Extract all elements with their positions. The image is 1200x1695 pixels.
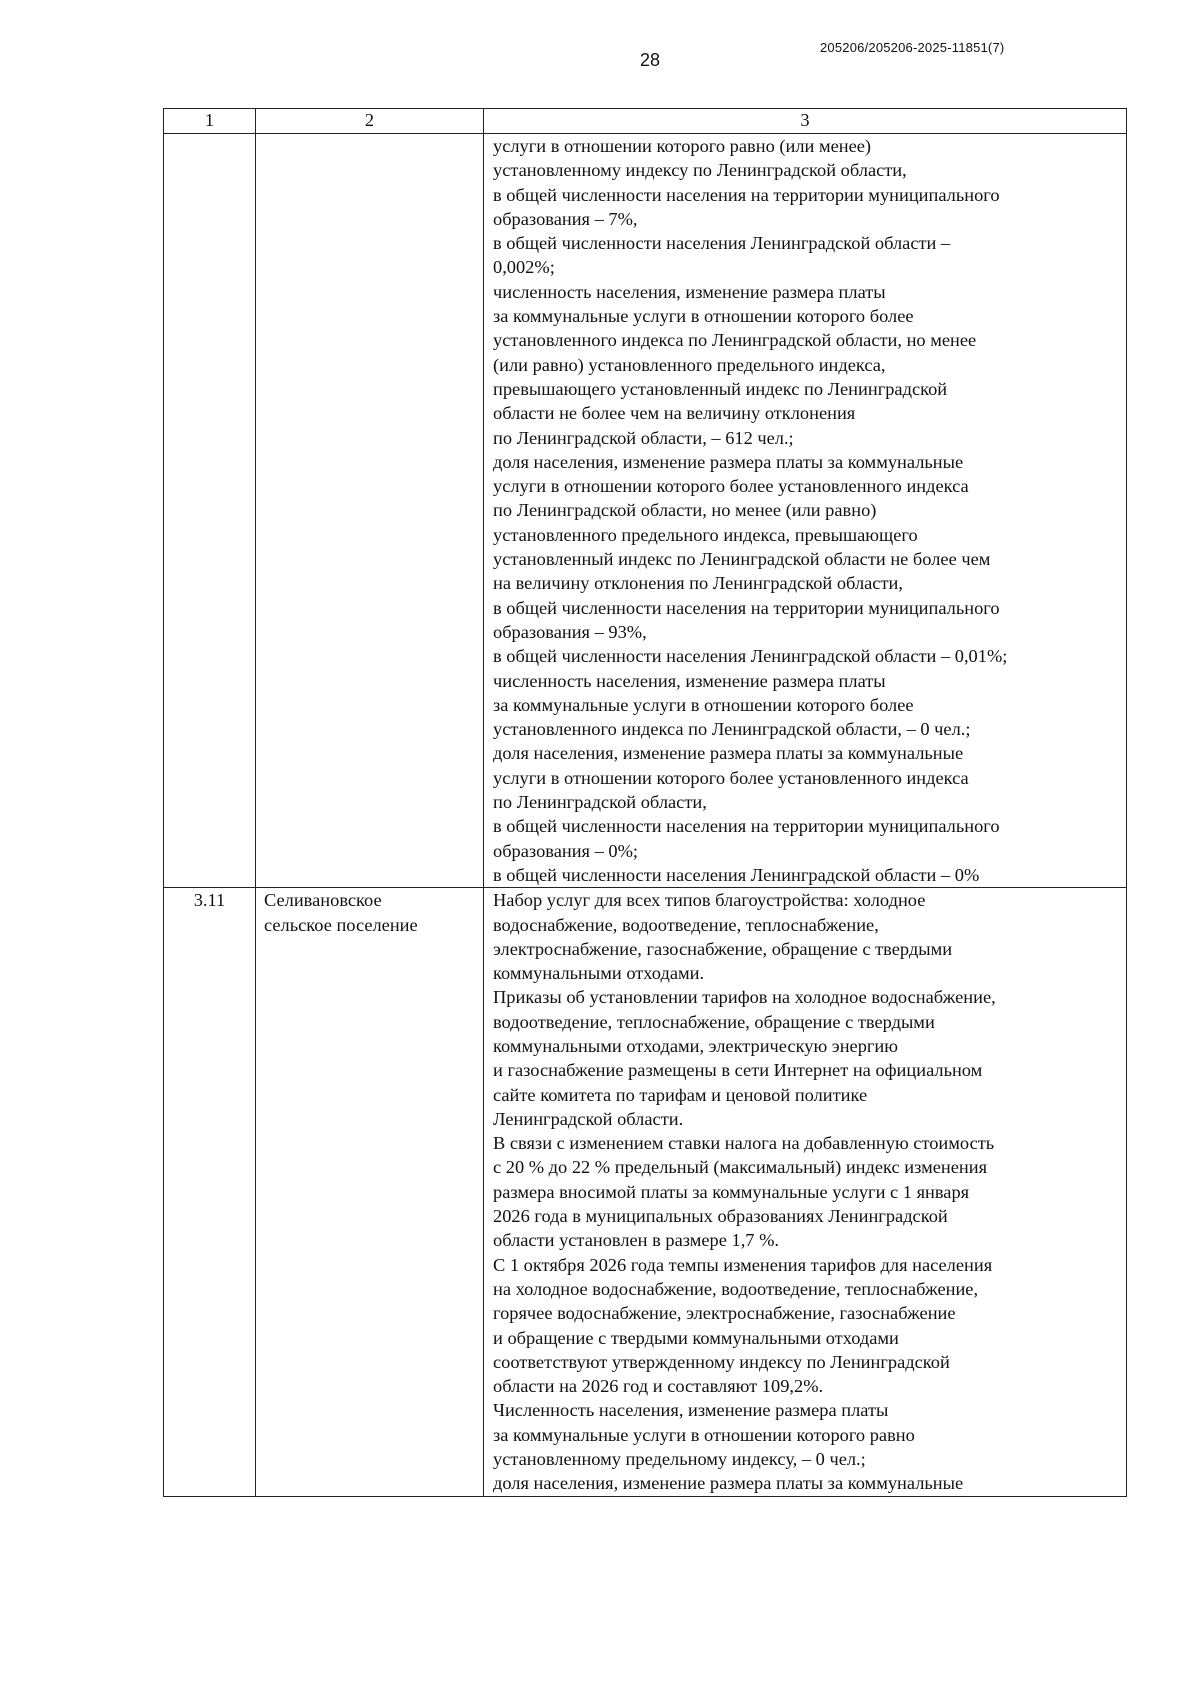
text-line: установленного предельного индекса, превышающего — [493, 524, 918, 545]
text-line: в общей численности населения на территории муниципального — [493, 816, 1000, 837]
text-line: доля населения, изменение размера платы за коммунальные — [493, 451, 964, 472]
text-line: численность населения, изменение размера платы — [493, 281, 886, 302]
text-line: коммунальными отходами, электрическую энергию — [493, 1035, 899, 1056]
text-line: водоснабжение, водоотведение, теплоснабжение, — [493, 914, 879, 935]
text-line: услуги в отношении которого более установленного индекса — [493, 476, 969, 497]
text-line: установленному индексу по Ленинградской области, — [493, 160, 907, 181]
text-line: на холодное водоснабжение, водоотведение, теплоснабжение, — [493, 1278, 979, 1299]
table-header-row — [164, 109, 1127, 134]
text-line: и газоснабжение размещены в сети Интернет на официальном — [493, 1060, 983, 1081]
text-line: коммунальными отходами. — [493, 963, 705, 984]
text-line: (или равно) установленного предельного индекса, — [493, 354, 886, 375]
text-line: доля населения, изменение размера платы за коммунальные — [493, 1473, 964, 1494]
column-header-1: 1 — [164, 109, 256, 134]
document-id: 205206/205206-2025-11851(7) — [820, 40, 1005, 55]
text-line: 0,002%; — [493, 257, 555, 278]
text-line: в общей численности населения на территории муниципального — [493, 184, 1000, 205]
text-line: превышающего установленный индекс по Ленинградской — [493, 378, 948, 399]
text-line: в общей численности населения Ленинградской области – 0% — [493, 864, 980, 885]
text-line: Приказы об установлении тарифов на холодное водоснабжение, — [493, 987, 996, 1008]
table-row — [164, 888, 1127, 1496]
data-table — [163, 108, 1127, 1497]
column-header-2: 2 — [256, 109, 484, 134]
text-line: доля населения, изменение размера платы за коммунальные — [493, 743, 964, 764]
settlement-name-line: сельское поселение — [264, 914, 418, 935]
text-line: соответствуют утвержденному индексу по Ленинградской — [493, 1351, 950, 1372]
row-number-cell: 3.11 — [164, 888, 256, 1496]
text-line: сайте комитета по тарифам и ценовой политике — [493, 1084, 868, 1105]
page-number: 28 — [639, 50, 661, 70]
text-line: области на 2026 год и составляют 109,2%. — [493, 1376, 824, 1397]
text-line: за коммунальные услуги в отношении которого более — [493, 694, 914, 715]
text-line: размера вносимой платы за коммунальные услуги с 1 января — [493, 1181, 970, 1202]
text-line: Ленинградской области. — [493, 1108, 684, 1129]
text-line: установленного индекса по Ленинградской области, – 0 чел.; — [493, 719, 971, 740]
text-line: установленного индекса по Ленинградской области, но менее — [493, 330, 977, 351]
text-line: области установлен в размере 1,7 %. — [493, 1230, 780, 1251]
text-line: услуги в отношении которого более установленного индекса — [493, 767, 969, 788]
description-cell — [484, 888, 1127, 1496]
row-number-cell — [164, 134, 256, 888]
text-line: Набор услуг для всех типов благоустройства: холодное — [493, 890, 926, 911]
text-line: в общей численности населения на территории муниципального — [493, 597, 1000, 618]
text-line: горячее водоснабжение, электроснабжение, газоснабжение — [493, 1303, 956, 1324]
text-line: установленному предельному индексу, – 0 чел.; — [493, 1449, 866, 1470]
text-line: В связи с изменением ставки налога на добавленную стоимость — [493, 1133, 995, 1154]
text-line: на величину отклонения по Ленинградской области, — [493, 573, 903, 594]
text-line: численность населения, изменение размера платы — [493, 670, 886, 691]
text-line: установленный индекс по Ленинградской области не более чем — [493, 549, 991, 570]
text-line: за коммунальные услуги в отношении которого более — [493, 306, 914, 327]
text-line: образования – 7%, — [493, 208, 638, 229]
text-line: образования – 0%; — [493, 840, 639, 861]
text-line: водоотведение, теплоснабжение, обращение с твердыми — [493, 1011, 935, 1032]
settlement-name-cell — [256, 134, 484, 888]
text-line: 2026 года в муниципальных образованиях Ленинградской — [493, 1206, 948, 1227]
text-line: в общей численности населения Ленинградской области – 0,01%; — [493, 646, 1008, 667]
text-line: С 1 октября 2026 года темпы изменения тарифов для населения — [493, 1254, 993, 1275]
text-line: услуги в отношении которого равно (или менее) — [493, 136, 872, 156]
text-line: по Ленинградской области, – 612 чел.; — [493, 427, 794, 448]
settlement-name-cell — [256, 888, 484, 1496]
text-line: и обращение с твердыми коммунальными отходами — [493, 1327, 899, 1348]
description-cell — [484, 134, 1127, 888]
text-line: за коммунальные услуги в отношении которого равно — [493, 1424, 915, 1445]
table-row — [164, 134, 1127, 888]
column-header-3: 3 — [484, 109, 1127, 134]
text-line: по Ленинградской области, но менее (или равно) — [493, 500, 877, 521]
text-line: электроснабжение, газоснабжение, обращение с твердыми — [493, 938, 953, 959]
text-line: области не более чем на величину отклонения — [493, 403, 856, 424]
text-line: по Ленинградской области, — [493, 792, 707, 813]
text-line: образования – 93%, — [493, 621, 647, 642]
text-line: Численность населения, изменение размера платы — [493, 1400, 889, 1421]
text-line: с 20 % до 22 % предельный (максимальный) индекс изменения — [493, 1157, 988, 1178]
settlement-name-line: Селивановское — [264, 890, 382, 911]
text-line: в общей численности населения Ленинградской области – — [493, 233, 951, 254]
